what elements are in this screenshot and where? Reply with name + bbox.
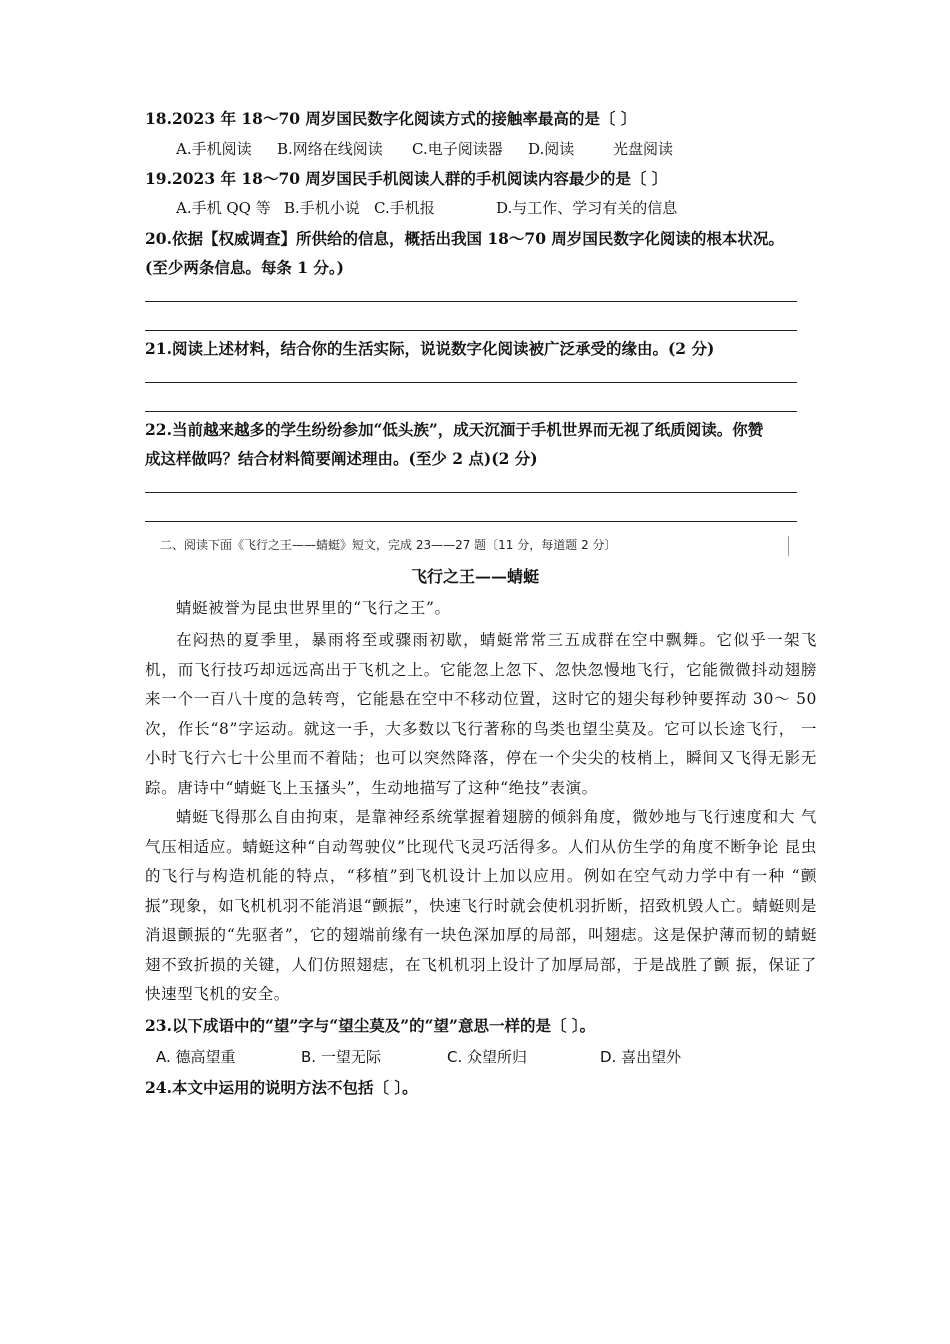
q22-stem-line2: 成这样做吗？结合材料简要阐述理由。(至少 2 点)(2 分): [145, 449, 538, 468]
q18-stem: 18.2023 年 18～70 周岁国民数字化阅读方式的接触率最高的是〔 〕: [145, 109, 637, 128]
q22-answer-line-1[interactable]: [145, 492, 797, 493]
q19-stem: 19.2023 年 18～70 周岁国民手机阅读人群的手机阅读内容最少的是〔 〕: [145, 169, 668, 188]
q23-stem: 23.以下成语中的“望”字与“望尘莫及”的“望”意思一样的是〔 〕。: [145, 1016, 596, 1035]
q22-stem-line1: 22.当前越来越多的学生纷纷参加“低头族”，成天沉湎于手机世界而无视了纸质阅读。你赞: [145, 420, 764, 439]
q20-stem-line1: 20.依据【权威调查】所供给的信息，概括出我国 18～70 周岁国民数字化阅读的根本状况。: [145, 229, 784, 248]
section-heading: 二、阅读下面《飞行之王——蜻蜓》短文，完成 23——27 题〔11 分，每道题 2 分〕: [160, 536, 789, 556]
q18-option-d: D.阅读: [528, 140, 575, 158]
q20-answer-line-2[interactable]: [145, 330, 797, 331]
q24-stem: 24.本文中运用的说明方法不包括〔 〕。: [145, 1078, 418, 1097]
q23-option-d: D. 喜出望外: [600, 1048, 682, 1066]
article-paragraph-3: 蜻蜓飞得那么自由拘束，是靠神经系统掌握着翅膀的倾斜角度，微妙地与飞行速度和大 气气压相适应。蜻蜓这种“自动驾驶仪”比现代飞灵巧活得多。人们从仿生学的角度不断争论 昆虫的飞行与构造机能的特点，“移植”到飞机设计上加以应用。例如在空气动力学中有一种 “颤振”现象，如飞机机羽不能消退“颤振”，快速飞行时就会使机羽折断，招致机毁人亡。蜻蜓则是消退颤振的“先驱者”，它的翅端前缘有一块色深加厚的局部，叫翅痣。这是保护薄而韧的蜻蜓翅不致折损的关键，人们仿照翅痣，在飞机机羽上设计了加厚局部，于是战胜了颤 振，保证了快速型飞机的安全。: [145, 808, 817, 1003]
q21-answer-line-2[interactable]: [145, 411, 797, 412]
q20-stem-line2: (至少两条信息。每条 1 分。): [145, 258, 344, 277]
q19-option-d: D.与工作、学习有关的信息: [496, 199, 678, 217]
q21-stem: 21.阅读上述材料，结合你的生活实际，说说数字化阅读被广泛承受的缘由。(2 分): [145, 339, 715, 358]
q22-answer-line-2[interactable]: [145, 521, 797, 522]
q18-option-b: B.网络在线阅读: [277, 140, 383, 158]
article-title: 飞行之王——蜻蜓: [410, 567, 539, 586]
q23-option-b: B. 一望无际: [301, 1048, 381, 1066]
q23-option-c: C. 众望所归: [447, 1048, 528, 1066]
q18-option-c: C.电子阅读器: [412, 140, 503, 158]
q18-option-d-cont: 光盘阅读: [613, 140, 674, 158]
q19-option-c: C.手机报: [374, 199, 435, 217]
q23-option-a: A. 德高望重: [156, 1048, 236, 1066]
q18-option-a: A.手机阅读: [176, 140, 252, 158]
q21-answer-line-1[interactable]: [145, 382, 797, 383]
q20-answer-line-1[interactable]: [145, 301, 797, 302]
q19-option-b: B.手机小说: [284, 199, 360, 217]
q19-option-a: A.手机 QQ 等: [176, 199, 271, 217]
article-paragraph-1: 蜻蜓被誉为昆虫世界里的“飞行之王”。: [176, 599, 451, 617]
article-paragraph-2: 在闷热的夏季里，暴雨将至或骤雨初歇，蜻蜓常常三五成群在空中飘舞。它似乎一架飞机，而飞行技巧却远远高出于飞机之上。它能忽上忽下、忽快忽慢地飞行，它能微微抖动翅膀来一个一百八十度的急转弯，它能悬在空中不移动位置，这时它的翅尖每秒钟要挥动 30～ 50次，作长“8”字运动。就这一手，大多数以飞行著称的鸟类也望尘莫及。它可以长途飞行， 一小时飞行六七十公里而不着陆；也可以突然降落，停在一个尖尖的枝梢上，瞬间又飞得无影无踪。唐诗中“蜻蜓飞上玉搔头”，生动地描写了这种“绝技”表演。: [145, 631, 817, 797]
